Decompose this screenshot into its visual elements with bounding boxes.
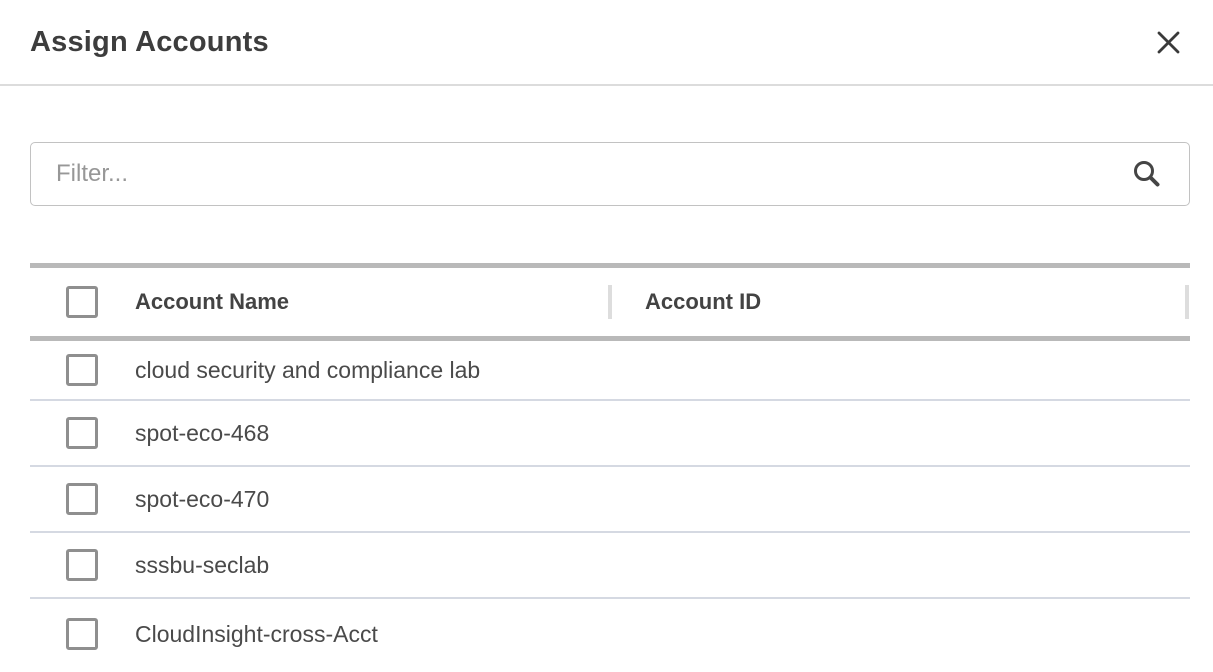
row-checkbox[interactable] bbox=[66, 354, 98, 386]
modal-body bbox=[0, 142, 1213, 669]
modal-header bbox=[0, 0, 1213, 86]
row-checkbox[interactable] bbox=[66, 618, 98, 650]
account-name-cell: CloudInsight-cross-Acct bbox=[135, 620, 378, 647]
row-checkbox[interactable] bbox=[66, 417, 98, 449]
account-name-cell: cloud security and compliance lab bbox=[135, 356, 481, 383]
column-header-account-id: Account ID bbox=[645, 289, 762, 314]
close-button[interactable] bbox=[1152, 26, 1185, 59]
row-checkbox[interactable] bbox=[66, 483, 98, 515]
select-all-checkbox[interactable] bbox=[66, 286, 98, 318]
column-separator bbox=[608, 285, 612, 319]
modal-title: Assign Accounts bbox=[30, 25, 269, 58]
table-row[interactable] bbox=[30, 599, 1190, 669]
account-name-cell: sssbu-seclab bbox=[135, 551, 270, 578]
table-header-row bbox=[30, 268, 1190, 336]
accounts-table bbox=[30, 263, 1190, 669]
table-row[interactable] bbox=[30, 401, 1190, 467]
filter-container bbox=[30, 142, 1190, 206]
table-row[interactable] bbox=[30, 341, 1190, 401]
account-name-cell: spot-eco-470 bbox=[135, 485, 270, 512]
column-header-account-name: Account Name bbox=[135, 289, 290, 314]
row-checkbox[interactable] bbox=[66, 549, 98, 581]
filter-input[interactable] bbox=[30, 142, 1190, 206]
close-icon bbox=[1156, 30, 1181, 55]
table-row[interactable] bbox=[30, 533, 1190, 599]
account-name-cell: spot-eco-468 bbox=[135, 419, 270, 446]
column-separator bbox=[1185, 285, 1189, 319]
table-body bbox=[30, 341, 1190, 669]
table-row[interactable] bbox=[30, 467, 1190, 533]
